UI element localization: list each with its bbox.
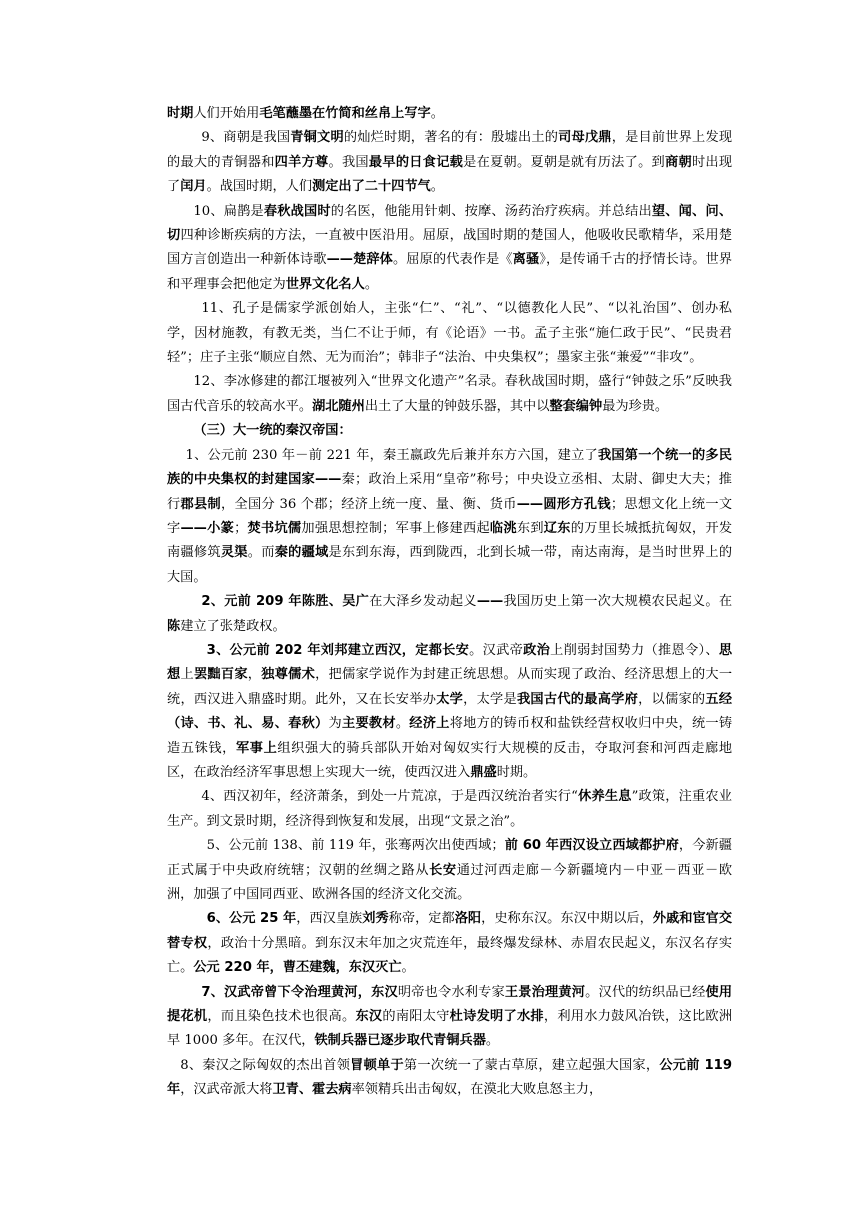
text-run: 是在夏朝。夏朝是就有历法了。到 (463, 154, 666, 170)
text-run: 时出现了 (167, 154, 733, 195)
bold-text: 思想 (167, 642, 733, 683)
bold-text: 最早的日食记载 (368, 154, 464, 170)
text-run: ，政治十分黑暗。到东汉末年加之灾荒连年，最终爆发绿林、赤眉农民起义，东汉名存实亡。 (167, 935, 733, 976)
text-run: 》，是传诵千古的抒情长诗。世界和平理事会把他定为 (167, 252, 733, 292)
text-run: 的南阳太守 (382, 1009, 450, 1025)
section-heading-qin-han (167, 419, 732, 443)
text-run: 第一次统一了蒙古草原，建立起强大国家， (403, 1057, 660, 1073)
bold-text: （三）大一统的秦汉帝国： (193, 423, 352, 439)
bold-text: 四羊方尊 (274, 154, 329, 170)
text-run: 四种诊断疾病的方法，一直被中医沿用。屈原，战国时期的楚国人，他吸收民歌精华，采用楚国方言创造出一种新体诗歌 (167, 228, 733, 268)
bold-text: 公元前 119 年 (167, 1057, 733, 1098)
text-run: ，利用水力鼓风冶铁，这比欧洲早 1000 多年。在汉代， (167, 1009, 733, 1049)
paragraph-3-western-han (167, 639, 732, 785)
text-run: 加强思想控制；军事上修建西起 (301, 520, 490, 536)
bold-text: 五经（诗、书、礼、易、春秋） (167, 691, 733, 732)
bold-text: 王景治理黄河 (504, 984, 586, 1000)
text-run: 9、商朝是我国 (201, 130, 291, 146)
text-run: 。 (401, 960, 415, 976)
text-run: 秦；政治上采用“皇帝”称号；中央设立丞相、太尉、御史大夫；推行 (167, 472, 732, 512)
bold-text: 罢黜百家 (193, 667, 248, 683)
bold-text: 休养生息 (577, 789, 632, 805)
text-run: 人们开始用 (193, 106, 260, 121)
paragraph-9-shang-bronze (167, 126, 732, 199)
text-run: 上削弱封国势力（推恩令）、 (550, 642, 719, 658)
text-run: 的灿烂时期，著名的有：殷墟出土的 (343, 130, 559, 146)
text-run: 8、秦汉之际匈奴的杰出首领 (180, 1057, 351, 1073)
bold-text: 铁制兵器已逐步取代青铜兵器 (314, 1033, 486, 1049)
bold-text: 离骚 (512, 252, 540, 268)
text-run: 4、西汉初年，经济萧条，到处一片荒凉，于是西汉统治者实行“ (201, 789, 578, 805)
bold-text: 卫青、霍去病 (272, 1082, 352, 1098)
bold-text: 测定出了二十四节气 (312, 179, 431, 195)
text-run: 最为珍贵。 (602, 398, 669, 414)
text-run: 。 (364, 276, 378, 292)
paragraph-2-chensheng-wuguang (167, 590, 732, 639)
bold-text: —— (476, 594, 504, 610)
text-run: 。 (395, 716, 410, 732)
bold-text: 郡县制 (180, 496, 221, 512)
text-run: 5、公元前 138、前 119 年，张骞两次出使西域； (206, 838, 505, 854)
text-run: 通过河西走廊－今新疆境内－中亚－西亚－欧洲，加强了中国同西亚、欧洲各国的经济文化交流。 (167, 862, 732, 902)
text-run: 。战国时期，人们 (206, 179, 313, 195)
text-run: 率领精兵出击匈奴，在漠北大败息怒主力， (351, 1082, 603, 1098)
bold-text: 青铜文明 (290, 130, 344, 146)
bold-text: 6、公元 25 年 (206, 911, 297, 927)
paragraph-10-bianque-quyuan (167, 200, 732, 298)
text-run: 。而 (247, 545, 275, 561)
text-run: 12、李冰修建的都江堰被列入“世界文化遗产”名录。春秋战国时期，盛行“钟鼓之乐”反映我国古代音乐的较高水平。 (167, 374, 732, 414)
text-run: 为 (328, 716, 342, 732)
text-run: 。 (430, 106, 444, 121)
bold-text: 辽东 (543, 520, 571, 536)
text-run: ，全国分 36 个郡；经济上统一度、量、衡、货币 (221, 496, 517, 512)
text-run: 将地方的铸币权和盐铁经营权收归中央，统一铸造五铢钱， (167, 716, 733, 756)
bold-text: 湖北随州 (312, 398, 365, 414)
bold-text: 毛笔蘸墨在竹简和丝帛上写字 (259, 106, 431, 121)
bold-text: 太学 (436, 691, 464, 707)
bold-text: 洛阳 (454, 911, 482, 927)
paragraph-continuation (167, 102, 732, 126)
text-run: ，西汉皇族 (296, 911, 363, 927)
text-run: ， (247, 667, 262, 683)
text-run: 时期。 (496, 764, 537, 780)
text-run: ”政策，注重农业生产。到文景时期，经济得到恢复和发展，出现“文景之治”。 (167, 789, 732, 829)
text-run: 。 (430, 179, 444, 195)
text-run: 的万里长城抵抗匈奴，开发南疆修筑 (167, 520, 733, 561)
paragraph-12-dujiangyan (167, 370, 732, 419)
text-run: ，以儒家的 (638, 691, 706, 707)
bold-text: 时期 (167, 106, 194, 121)
text-run: 。汉代的纺织品已经 (585, 984, 706, 1000)
bold-text: 秦的疆域 (274, 545, 329, 561)
text-run: 在大泽乡发动起义 (369, 594, 477, 610)
bold-text: ——圆形方孔钱 (516, 496, 611, 512)
text-run: 东到 (516, 520, 544, 536)
bold-text: 望、闻、问、切 (167, 203, 733, 244)
text-run: 11、孔子是儒家学派创始人，主张“仁”、“礼”、“以德教化人民”、“以礼治国”、创办私学，因材施教，有教无类，当仁不让于师，有《论语》一书。孟子主张“施仁政于民”、“民贵君轻”；庄子主张“顺应自然、无为而治”；韩非子“法治、中央集权”；墨家主张“兼爱”“非攻”。 (167, 301, 732, 366)
paragraph-4-wenjing (167, 785, 732, 834)
paragraph-6-eastern-han (167, 907, 732, 980)
text-run: ，今新疆正式属于中央政府统辖；汉朝的丝绸之路从 (167, 838, 732, 878)
text-run: 称帝，定都 (388, 911, 455, 927)
text-run: ；思想文化上统一文字 (167, 496, 733, 536)
text-run: 建立了张楚政权。 (180, 618, 286, 634)
bold-text: 冒顿单于 (350, 1057, 404, 1073)
text-run: 。汉武帝 (469, 642, 524, 658)
bold-text: 杜诗发明了水排 (449, 1009, 544, 1025)
text-run: 明帝也令水利专家 (397, 984, 505, 1000)
bold-text: 我国第一个统一的多民族的中央集权的封建国家—— (167, 447, 732, 488)
text-run: 是东到东海，西到陇西，北到长城一带，南达南海，是当时世界上的大国。 (167, 545, 733, 585)
document-page (167, 102, 732, 1103)
bold-text: 整套编钟 (549, 398, 603, 414)
text-run: 。我国 (328, 154, 369, 170)
text-run: ，而且染色技术也很高。 (207, 1009, 356, 1025)
bold-text: 世界文化名人 (285, 276, 365, 292)
bold-text: 军事上 (235, 740, 278, 756)
text-run: 组织强大的骑兵部队开始对匈奴实行大规模的反击，夺取河套和河西走廊地区，在政治经济军事思想上实现大一统，使西汉进入 (167, 740, 733, 780)
bold-text: 2、元前 209 年陈胜、吴广 (201, 594, 370, 610)
bold-text: 灵渠 (220, 545, 248, 561)
bold-text: 3、公元前 202 年刘邦建立西汉，定都长安 (206, 642, 470, 658)
text-run: 上 (180, 667, 194, 683)
bold-text: 东汉 (355, 1009, 383, 1025)
text-run: 。屈原的代表作是《 (392, 252, 513, 268)
bold-text: 独尊儒术 (261, 667, 316, 683)
text-run: 的名医，他能用针刺、按摩、汤药治疗疾病。并总结出 (330, 203, 652, 219)
bold-text: 主要教材 (341, 716, 396, 732)
bold-text: 公元 220 年，曹丕建魏，东汉灭亡 (193, 960, 402, 976)
bold-text: 商朝 (665, 154, 692, 170)
text-run: ，汉武帝派大将 (180, 1082, 273, 1098)
text-run: 出土了大量的钟鼓乐器，其中以 (364, 398, 550, 414)
bold-text: 临洮 (489, 520, 517, 536)
bold-text: 经济上 (409, 716, 450, 732)
paragraph-11-confucius (167, 297, 732, 370)
bold-text: 前 60 年西汉设立西域都护府 (504, 838, 679, 854)
bold-text: ——小篆 (180, 520, 235, 536)
bold-text: 春秋战国时 (263, 203, 331, 219)
bold-text: 使用提花机 (167, 984, 733, 1025)
text-run: ，太学是 (463, 691, 517, 707)
text-run: ，是目前世界上发现的最大的青铜器和 (167, 130, 733, 170)
paragraph-7-yellow-river (167, 981, 732, 1054)
paragraph-1-qin-unification (167, 444, 732, 590)
text-run: ，史称东汉。东汉中期以后， (481, 911, 653, 927)
text-run: 1、公元前 230 年－前 221 年，秦王嬴政先后兼并东方六国，建立了 (185, 447, 598, 463)
bold-text: 长安 (429, 862, 457, 878)
text-run: ； (234, 520, 248, 536)
bold-text: 司母戊鼎 (558, 130, 612, 146)
text-run: 我国历史上第一次大规模农民起义。在 (503, 594, 733, 610)
bold-text: 闰月 (180, 179, 207, 195)
text-run: 10、扁鹊是 (193, 203, 264, 219)
text-run: 。 (485, 1033, 500, 1049)
bold-text: 7、汉武帝曾下令治理黄河，东汉 (201, 984, 398, 1000)
bold-text: 陈 (167, 618, 181, 634)
text-run: ，把儒家学说作为封建正统思想。从而实现了政治、经济思想上的大一统，西汉进入鼎盛时期。此外，又在长安举办 (167, 667, 733, 707)
bold-text: 刘秀 (362, 911, 389, 927)
bold-text: 我国古代的最高学府 (516, 691, 639, 707)
bold-text: 政治 (523, 642, 551, 658)
bold-text: 鼎盛 (470, 764, 497, 780)
paragraph-8-xiongnu (167, 1054, 732, 1103)
paragraph-5-zhangqian (167, 834, 732, 907)
bold-text: 外戚和宦官交替专权 (167, 911, 733, 951)
bold-text: 焚书坑儒 (247, 520, 302, 536)
bold-text: ——楚辞体 (326, 252, 393, 268)
